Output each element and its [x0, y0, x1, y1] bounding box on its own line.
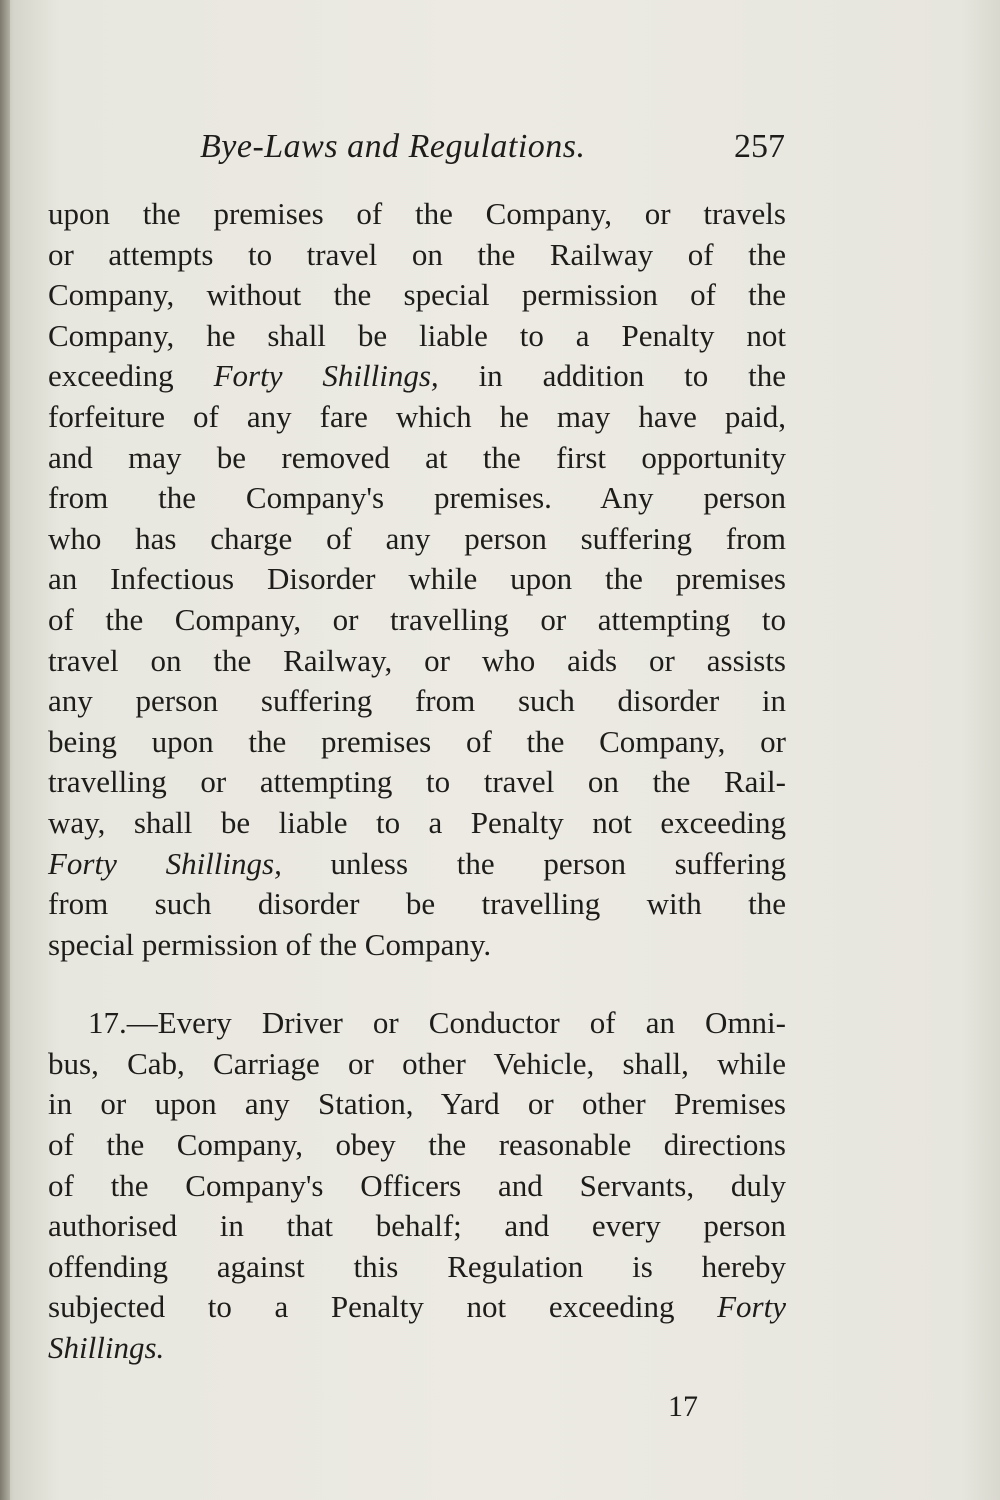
paragraph-continued — [48, 194, 786, 965]
binding-gutter — [0, 0, 10, 1500]
body-text — [48, 194, 786, 1369]
text-span: in addition to the — [478, 358, 787, 394]
section-17 — [48, 1003, 786, 1368]
text-line: from the Company's premises. Any person — [48, 480, 786, 516]
italic-amount: Forty — [717, 1289, 786, 1325]
text-line: of the Company's Officers and Servants, duly — [48, 1167, 786, 1203]
text-line: 17.—Every Driver or Conductor of an Omni- — [88, 1005, 786, 1041]
text-line: forfeiture of any fare which he may have paid, — [48, 398, 786, 434]
text-span: subjected to a Penalty not exceeding — [48, 1289, 675, 1325]
text-line: travel on the Railway, or who aids or assists — [48, 642, 786, 678]
text-line: travelling or attempting to travel on the Rail- — [48, 764, 786, 800]
text-line — [48, 1328, 786, 1369]
text-line: offending against this Regulation is hereby — [48, 1248, 786, 1284]
text-line: an Infectious Disorder while upon the premises — [48, 561, 786, 597]
italic-amount: Forty Shillings, — [213, 358, 439, 394]
text-line: authorised in that behalf; and every person — [48, 1208, 786, 1244]
text-line — [48, 356, 786, 397]
text-line: of the Company, or travelling or attempting to — [48, 601, 786, 637]
signature-mark: 17 — [668, 1390, 698, 1423]
text-line: way, shall be liable to a Penalty not exceeding — [48, 804, 786, 840]
text-line: Company, without the special permission of the — [48, 277, 786, 313]
text-line: any person suffering from such disorder in — [48, 683, 786, 719]
italic-amount: Shillings. — [48, 1330, 165, 1366]
text-line — [48, 1287, 786, 1328]
paragraph-gap — [48, 965, 786, 1003]
text-line: from such disorder be travelling with the — [48, 886, 786, 922]
text-line: bus, Cab, Carriage or other Vehicle, shall, while — [48, 1045, 786, 1081]
text-line — [48, 844, 786, 885]
text-line: and may be removed at the first opportunity — [48, 439, 786, 475]
running-title: Bye-Laws and Regulations. — [200, 128, 586, 165]
text-line: who has charge of any person suffering from — [48, 520, 786, 556]
text-line: upon the premises of the Company, or travels — [48, 196, 786, 231]
italic-amount: Forty Shillings, — [48, 845, 282, 881]
running-head — [60, 128, 785, 178]
text-line: being upon the premises of the Company, or — [48, 723, 786, 759]
text-line: special permission of the Company. — [48, 926, 492, 962]
text-line: or attempts to travel on the Railway of the — [48, 236, 786, 272]
page-number: 257 — [734, 128, 785, 165]
text-line: of the Company, obey the reasonable directions — [48, 1127, 786, 1163]
text-span: unless the person suffering — [330, 845, 787, 881]
text-line: Company, he shall be liable to a Penalty not — [48, 317, 786, 353]
text-span: exceeding — [48, 358, 174, 394]
text-line: in or upon any Station, Yard or other Premises — [48, 1086, 786, 1122]
